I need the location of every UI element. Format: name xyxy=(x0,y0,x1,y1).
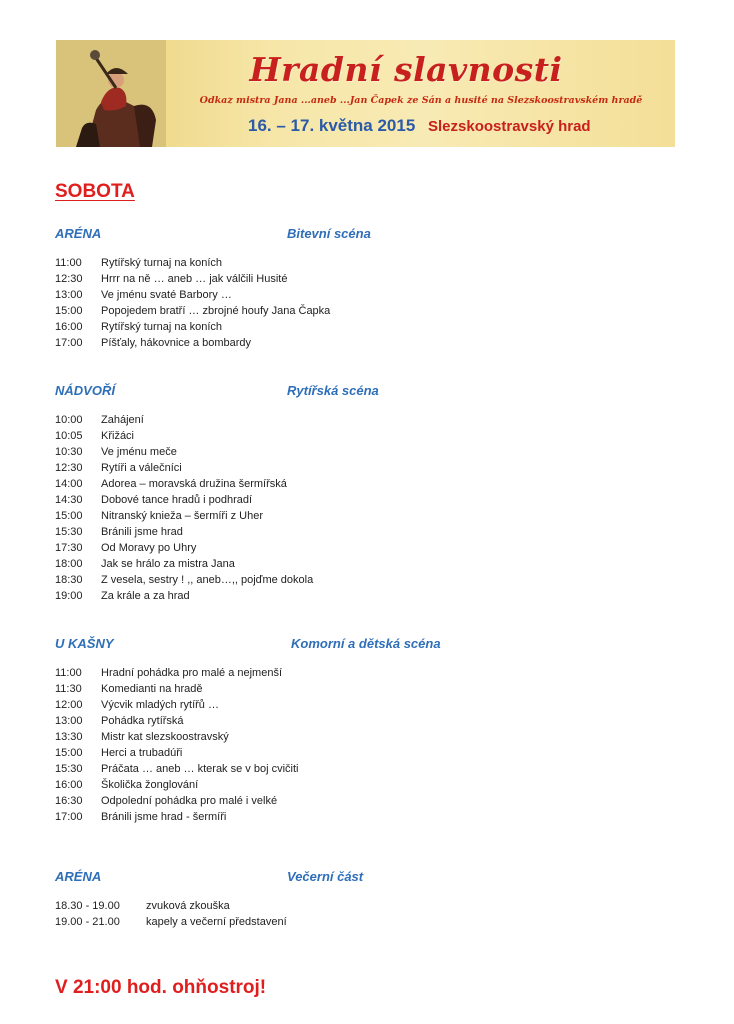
row-program: Rytířský turnaj na koních xyxy=(101,321,223,333)
row-time: 11:00 xyxy=(55,667,82,679)
schedule-row xyxy=(55,558,675,574)
row-time: 14:30 xyxy=(55,494,83,506)
row-time: 13:00 xyxy=(55,289,83,301)
row-time: 18:30 xyxy=(55,574,83,586)
schedule-row xyxy=(55,763,675,779)
schedule-row xyxy=(55,414,675,430)
row-time: 19.00 - 21.00 xyxy=(55,916,120,928)
row-time: 16:00 xyxy=(55,779,83,791)
schedule-row xyxy=(55,430,675,446)
row-time: 13:30 xyxy=(55,731,83,743)
row-program: Herci a trubadúři xyxy=(101,747,183,759)
row-time: 11:00 xyxy=(55,257,82,269)
schedule-row xyxy=(55,916,675,932)
row-time: 16:30 xyxy=(55,795,83,807)
schedule-row xyxy=(55,667,675,683)
row-program: Zahájení xyxy=(101,414,144,426)
row-program: Hradní pohádka pro malé a nejmenší xyxy=(101,667,282,679)
row-time: 18:00 xyxy=(55,558,83,570)
row-program: Výcvik mladých rytířů … xyxy=(101,699,219,711)
banner-title: Hradní slavnosti xyxy=(249,50,563,89)
event-banner xyxy=(56,40,675,147)
schedule-row xyxy=(55,289,675,305)
row-time: 15:00 xyxy=(55,305,83,317)
schedule-row xyxy=(55,900,675,916)
row-time: 19:00 xyxy=(55,590,83,602)
row-time: 13:00 xyxy=(55,715,83,727)
row-program: Za krále a za hrad xyxy=(101,590,190,602)
schedule-row xyxy=(55,590,675,606)
row-program: Ve jménu meče xyxy=(101,446,177,458)
schedule-row xyxy=(55,494,675,510)
row-time: 12:30 xyxy=(55,462,83,474)
row-time: 15:30 xyxy=(55,526,83,538)
section-venue: ARÉNA xyxy=(55,869,102,884)
row-program: kapely a večerní představení xyxy=(146,916,287,928)
row-time: 11:30 xyxy=(55,683,82,695)
schedule-row xyxy=(55,779,675,795)
row-program: Pohádka rytířská xyxy=(101,715,184,727)
row-program: Popojedem bratří … zbrojné houfy Jana Čapka xyxy=(101,305,331,317)
row-program: Nitranský knieža – šermíři z Uher xyxy=(101,510,263,522)
schedule-row xyxy=(55,715,675,731)
row-program: Školička žonglování xyxy=(101,779,199,791)
schedule-row xyxy=(55,462,675,478)
schedule-row xyxy=(55,683,675,699)
schedule-row xyxy=(55,273,675,289)
row-program: zvuková zkouška xyxy=(146,900,230,912)
schedule-section-arena xyxy=(55,226,675,353)
section-stage: Rytířská scéna xyxy=(287,383,379,398)
schedule-row xyxy=(55,747,675,763)
schedule-row xyxy=(55,446,675,462)
schedule-row xyxy=(55,257,675,273)
schedule-row xyxy=(55,699,675,715)
row-time: 12:00 xyxy=(55,699,83,711)
schedule-row xyxy=(55,510,675,526)
banner-place: Slezskoostravský hrad xyxy=(428,118,591,135)
row-program: Práčata … aneb … kterak se v boj cvičiti xyxy=(101,763,299,775)
row-program: Křižáci xyxy=(101,430,135,442)
row-time: 12:30 xyxy=(55,273,83,285)
section-stage: Večerní část xyxy=(287,869,364,884)
row-program: Rytířský turnaj na koních xyxy=(101,257,223,269)
banner-subtitle: Odkaz mistra Jana ...aneb ...Jan Čapek ze Sán a husité na Slezskoostravském hradě xyxy=(199,95,643,106)
fireworks-note: V 21:00 hod. ohňostroj! xyxy=(55,977,267,998)
row-program: Hrrr na ně … aneb … jak válčili Husité xyxy=(101,273,288,285)
row-program: Mistr kat slezskoostravský xyxy=(101,731,229,743)
schedule-row xyxy=(55,574,675,590)
section-stage: Bitevní scéna xyxy=(287,226,371,241)
row-program: Dobové tance hradů i podhradí xyxy=(101,494,253,506)
row-time: 15:00 xyxy=(55,510,83,522)
row-program: Adorea – moravská družina šermířská xyxy=(101,478,287,490)
knight-on-horse-illustration xyxy=(56,40,166,147)
schedule-section-u-kasny xyxy=(55,636,675,827)
row-program: Z vesela, sestry ! ,, aneb…,, pojďme dokola xyxy=(101,574,314,586)
row-program: Rytíři a válečníci xyxy=(101,462,182,474)
row-program: Od Moravy po Uhry xyxy=(101,542,197,554)
row-time: 17:00 xyxy=(55,337,83,349)
day-heading: SOBOTA xyxy=(55,181,135,202)
section-venue: NÁDVOŘÍ xyxy=(55,383,115,398)
schedule-row xyxy=(55,478,675,494)
row-time: 15:00 xyxy=(55,747,83,759)
section-stage: Komorní a dětská scéna xyxy=(291,636,441,651)
row-program: Komedianti na hradě xyxy=(101,683,203,695)
schedule-row xyxy=(55,305,675,321)
row-time: 15:30 xyxy=(55,763,83,775)
row-program: Odpolední pohádka pro malé i velké xyxy=(101,795,278,807)
row-time: 10:05 xyxy=(55,430,83,442)
row-program: Píšťaly, hákovnice a bombardy xyxy=(101,337,252,349)
schedule-row xyxy=(55,321,675,337)
row-time: 18.30 - 19.00 xyxy=(55,900,120,912)
row-program: Bránili jsme hrad - šermíři xyxy=(101,811,227,823)
schedule-section-nadvori xyxy=(55,383,675,606)
section-venue: U KAŠNY xyxy=(55,636,114,651)
row-time: 14:00 xyxy=(55,478,83,490)
schedule-section-evening xyxy=(55,869,675,932)
row-program: Bránili jsme hrad xyxy=(101,526,183,538)
schedule-row xyxy=(55,526,675,542)
row-time: 10:00 xyxy=(55,414,83,426)
schedule-row xyxy=(55,337,675,353)
section-venue: ARÉNA xyxy=(55,226,102,241)
row-program: Ve jménu svaté Barbory … xyxy=(101,289,232,301)
schedule-row xyxy=(55,731,675,747)
row-program: Jak se hrálo za mistra Jana xyxy=(101,558,235,570)
schedule-row xyxy=(55,542,675,558)
banner-date: 16. – 17. května 2015 xyxy=(248,116,416,135)
schedule-row xyxy=(55,795,675,811)
row-time: 16:00 xyxy=(55,321,83,333)
row-time: 17:00 xyxy=(55,811,83,823)
row-time: 17:30 xyxy=(55,542,83,554)
schedule-row xyxy=(55,811,675,827)
row-time: 10:30 xyxy=(55,446,83,458)
